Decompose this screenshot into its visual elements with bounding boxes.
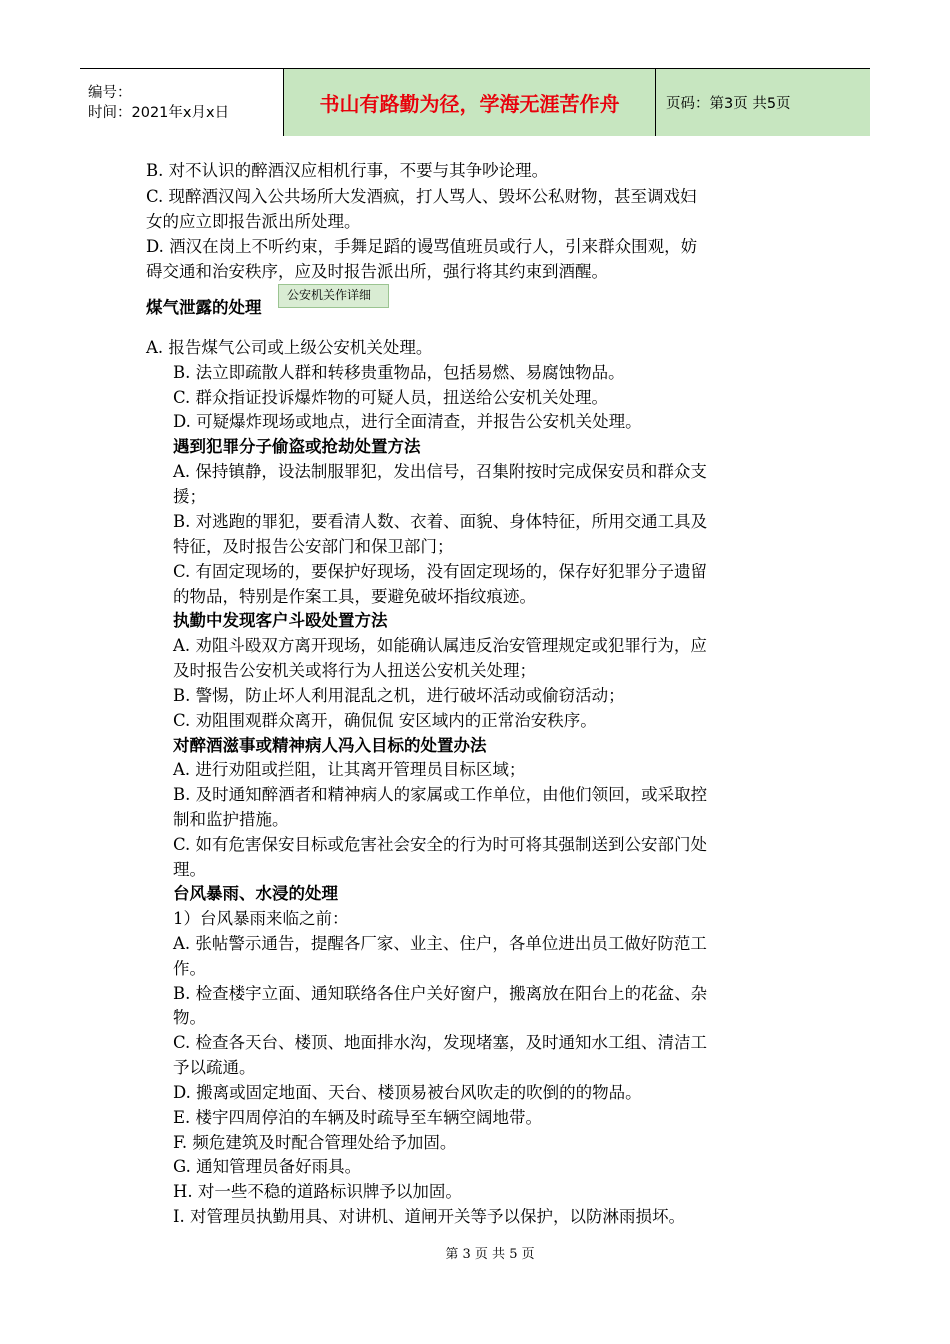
document-number: 编号： [88, 84, 132, 101]
paragraph-line: 予以疏通。 [173, 1058, 256, 1077]
paragraph-line: D. 可疑爆炸现场或地点，进行全面清查，并报告公安机关处理。 [173, 412, 642, 431]
paragraph-line: E. 楼宇四周停泊的车辆及时疏导至车辆空阔地带。 [173, 1108, 543, 1127]
header-page-number: 页码：第3页 共5页 [656, 69, 870, 136]
paragraph-line: A. 张帖警示通告，提醒各厂家、业主、住户，各单位进出员工做好防范工 [173, 934, 707, 953]
paragraph-line: 碍交通和治安秩序，应及时报告派出所，强行将其约束到酒醒。 [146, 262, 608, 281]
header-meta [80, 69, 283, 136]
paragraph-line: 作。 [173, 959, 206, 978]
section-heading: 煤气泄露的处理 [146, 298, 262, 317]
section-heading: 遇到犯罪分子偷盗或抢劫处置方法 [173, 437, 421, 456]
paragraph-line: A. 报告煤气公司或上级公安机关处理。 [146, 338, 433, 357]
page-header [80, 68, 870, 136]
paragraph-line: A. 劝阻斗殴双方离开现场，如能确认属违反治安管理规定或犯罪行为，应 [173, 636, 707, 655]
document-date: 时间：2021年x月x日 [88, 104, 230, 121]
section-heading: 对醉酒滋事或精神病人冯入目标的处置办法 [173, 736, 487, 755]
page-footer: 第 3 页 共 5 页 [445, 1247, 535, 1262]
paragraph-line: C. 如有危害保安目标或危害社会安全的行为时可将其强制送到公安部门处 [173, 835, 708, 854]
paragraph-line: 女的应立即报告派出所处理。 [146, 212, 361, 231]
paragraph-line: B. 警惕，防止坏人利用混乱之机，进行破坏活动或偷窃活动； [173, 686, 625, 705]
paragraph-line: C. 有固定现场的，要保护好现场，没有固定现场的，保存好犯罪分子遗留 [173, 562, 708, 581]
paragraph-line: A. 进行劝阻或拦阻，让其离开管理员目标区域； [173, 760, 526, 779]
paragraph-line: 的物品，特别是作案工具，要避免破坏指纹痕迹。 [173, 587, 536, 606]
paragraph-line: 援； [173, 487, 206, 506]
paragraph-line: 理。 [173, 860, 206, 879]
paragraph-line: B. 对逃跑的罪犯，要看清人数、衣着、面貌、身体特征，所用交通工具及 [173, 512, 708, 531]
comment-tag[interactable]: 公安机关作详细 [278, 284, 389, 308]
paragraph-line: B. 法立即疏散人群和转移贵重物品，包括易燃、易腐蚀物品。 [173, 363, 625, 382]
paragraph-line: B. 对不认识的醉酒汉应相机行事，不要与其争吵论理。 [146, 161, 549, 180]
paragraph-line: F. 频危建筑及时配合管理处给予加固。 [173, 1133, 457, 1152]
header-motto: 书山有路勤为径，学海无涯苦作舟 [283, 69, 656, 136]
paragraph-line: 1）台风暴雨来临之前： [173, 909, 349, 928]
paragraph-line: 制和监护措施。 [173, 810, 289, 829]
paragraph-line: 及时报告公安机关或将行为人扭送公安机关处理； [173, 661, 536, 680]
paragraph-line: C. 检查各天台、楼顶、地面排水沟，发现堵塞，及时通知水工组、清洁工 [173, 1033, 708, 1052]
paragraph-line: B. 检查楼宇立面、通知联络各住户关好窗户，搬离放在阳台上的花盆、杂 [173, 984, 708, 1003]
paragraph-line: I. 对管理员执勤用具、对讲机、道闸开关等予以保护，以防淋雨损坏。 [173, 1207, 686, 1226]
paragraph-line: D. 酒汉在岗上不听约束，手舞足蹈的谩骂值班员或行人，引来群众围观，妨 [146, 237, 698, 256]
paragraph-line: B. 及时通知醉酒者和精神病人的家属或工作单位，由他们领回，或采取控 [173, 785, 708, 804]
paragraph-line: 特征，及时报告公安部门和保卫部门； [173, 537, 454, 556]
paragraph-line: 物。 [173, 1008, 206, 1027]
paragraph-line: C. 劝阻围观群众离开，确侃侃 安区域内的正常治安秩序。 [173, 711, 597, 730]
paragraph-line: H. 对一些不稳的道路标识牌予以加固。 [173, 1182, 462, 1201]
section-heading: 执勤中发现客户斗殴处置方法 [173, 611, 388, 630]
section-heading: 台风暴雨、水浸的处理 [173, 884, 338, 903]
paragraph-line: A. 保持镇静，设法制服罪犯，发出信号，召集附按时完成保安员和群众支 [173, 462, 707, 481]
paragraph-line: C. 群众指证投诉爆炸物的可疑人员，扭送给公安机关处理。 [173, 388, 609, 407]
paragraph-line: C. 现醉酒汉闯入公共场所大发酒疯，打人骂人、毁坏公私财物，甚至调戏妇 [146, 187, 697, 206]
paragraph-line: G. 通知管理员备好雨具。 [173, 1157, 362, 1176]
paragraph-line: D. 搬离或固定地面、天台、楼顶易被台风吹走的吹倒的的物品。 [173, 1083, 642, 1102]
